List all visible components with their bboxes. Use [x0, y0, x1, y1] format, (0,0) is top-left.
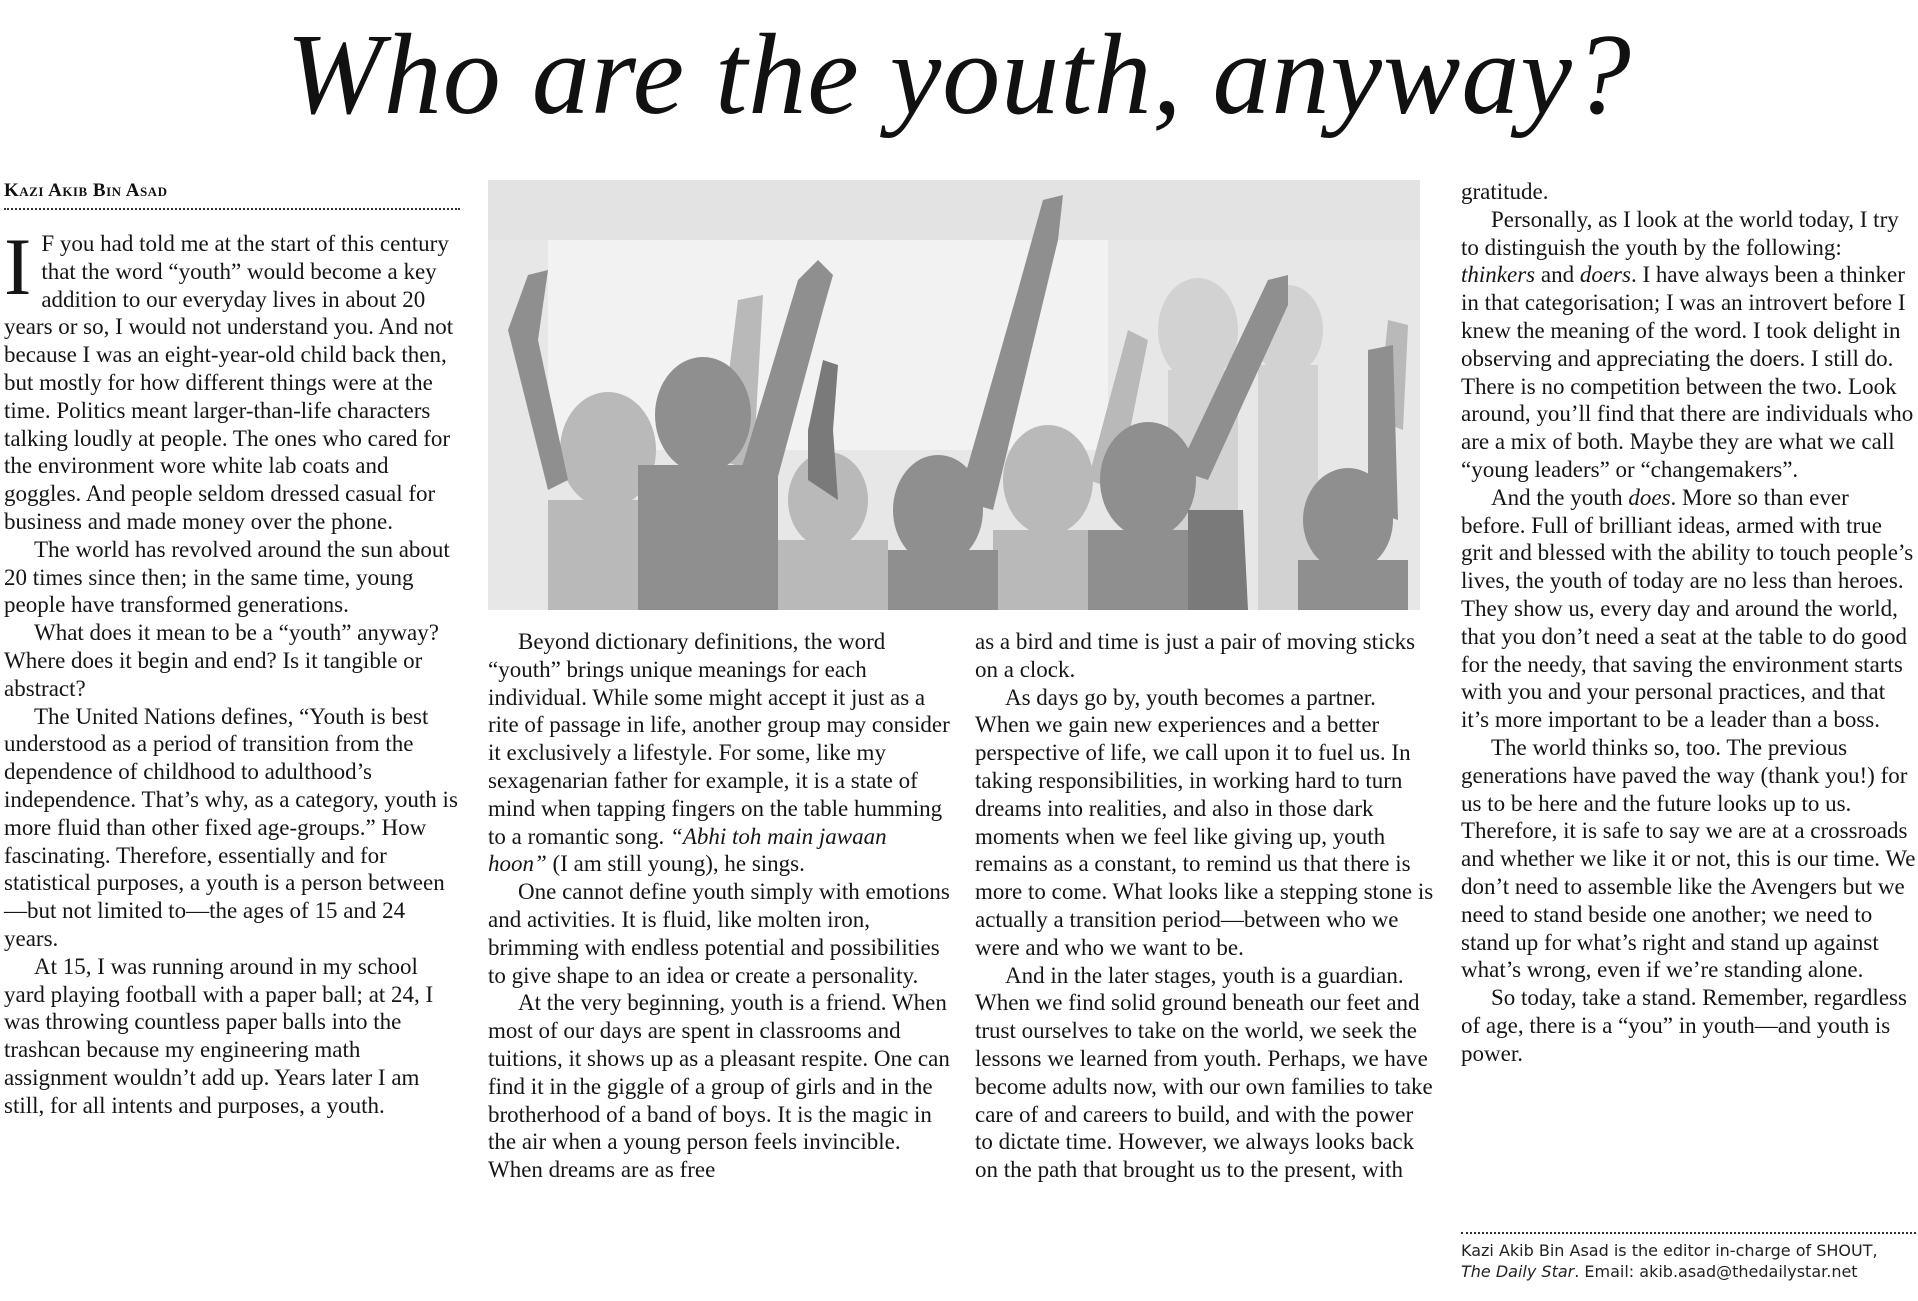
paragraph-text: and — [1535, 262, 1580, 288]
article-column-2 — [488, 628, 950, 1184]
paragraph — [4, 221, 464, 536]
emphasis: doers — [1579, 262, 1631, 288]
author-note — [1461, 1232, 1916, 1282]
paragraph: One cannot define youth simply with emotions and activities. It is fluid, like molten iron, brimming with endless potential and possibilities to give shape to an idea or create a personality. — [488, 879, 950, 988]
paragraph: And in the later stages, youth is a guardian. When we find solid ground beneath our feet and trust ourselves to take on the world, we seek the lessons we learned from youth. Perhaps, we have become adults now, with our own families to take care of and careers to build, and with the power to dictate time. However, we always looks back on the path that brought us to the present, with — [975, 962, 1433, 1183]
paragraph-text: . More so than ever before. Full of brilliant ideas, armed with true grit and blessed with the ability to touch people’s lives, the youth of today are no less than heroes. They show us, every day and around the world, that you don’t need a seat at the table to do good for the needy, that saving the environment starts with you and your personal practices, and that it’s more important to be a leader than a boss. — [1461, 484, 1914, 733]
emphasis: does — [1628, 484, 1671, 510]
paragraph: So today, take a stand. Remember, regardless of age, there is a “you” in youth—and youth is power. — [1461, 985, 1907, 1066]
paragraph: The United Nations defines, “Youth is best understood as a period of transition from the dependence of childhood to adulthood’s independence. That’s why, as a category, youth is more fluid than other fixed age-groups.” How fascinating. Therefore, essentially and for statistical purposes, a youth is a person between—but not limited to—the ages of 15 and 24 years. — [4, 703, 458, 951]
paragraph: At the very beginning, youth is a friend. When most of our days are spent in classrooms and tuitions, it shows up as a pleasant respite. One can find it in the giggle of a group of girls and in the brotherhood of a band of boys. It is the magic in the air when a young person feels invincible. When dreams are as free — [488, 990, 950, 1183]
paragraph — [488, 628, 950, 878]
paragraph-text: (I am still young), he sings. — [546, 851, 805, 877]
author-note-text: Kazi Akib Bin Asad is the editor in-charge of SHOUT, — [1461, 1241, 1878, 1260]
paragraph: as a bird and time is just a pair of moving sticks on a clock. — [975, 629, 1416, 682]
author-email: . Email: akib.asad@thedailystar.net — [1574, 1262, 1858, 1281]
paragraph: The world has revolved around the sun about 20 times since then; in the same time, young people have transformed generations. — [4, 536, 450, 618]
paragraph — [1461, 484, 1916, 734]
article-column-4 — [1461, 178, 1916, 1068]
paragraph-text: F you had told me at the start of this century that the word “youth” would become a key addition to our everyday lives in about 20 years or so, I would not understand you. And not because I was an eight-year-old child back then, but mostly for how different things were at the time. Politics meant larger-than-life characters talking loudly at people. The ones who cared for the environment wore white lab coats and goggles. And people seldom dressed casual for business and made money over the phone. — [4, 231, 454, 534]
paragraph-text: . I have always been a thinker in that categorisation; I was an introvert before I knew the meaning of the word. I took delight in observing and appreciating the doers. I still do. There is no competition between the two. Look around, you’ll find that there are individuals who are a mix of both. Maybe they are what we call “young leaders” or “changemakers”. — [1461, 262, 1914, 482]
paragraph: gratitude. — [1461, 179, 1549, 204]
emphasis: thinkers — [1461, 262, 1536, 288]
paragraph-text: Beyond dictionary definitions, the word “youth” brings unique meanings for each individual. While some might accept it just as a rite of passage in life, another group may consider it exclusively a lifestyle. For some, like my sexagenarian father for example, it is a state of mind when tapping fingers on the table humming to a romantic song. — [488, 629, 950, 849]
song-quote: “Abhi toh main jawaan hoon” — [488, 823, 887, 877]
paragraph-text: Personally, as I look at the world today, I try to distinguish the youth by the following: — [1461, 206, 1899, 260]
paragraph — [1461, 206, 1916, 484]
paragraph-text: And the youth — [1491, 484, 1629, 510]
drop-cap: I — [4, 221, 32, 312]
headline: Who are the youth, anyway? — [286, 11, 1632, 139]
raised-hands-illustration — [488, 180, 1420, 610]
newspaper-name: The Daily Star — [1461, 1262, 1575, 1281]
paragraph: The world thinks so, too. The previous generations have paved the way (thank you!) for us to be here and the future looks up to us. Therefore, it is safe to say we are at a crossroads and whether we like it or not, this is our time. We don’t need to assemble like the Avengers but we need to stand beside one another; we need to stand up for what’s right and stand up against what’s wrong, even if we’re standing alone. — [1461, 734, 1916, 983]
paragraph: At 15, I was running around in my school yard playing football with a paper ball; at 24, I was throwing countless paper balls into the trashcan because my engineering math assignment wouldn’t add up. Years later I am still, for all intents and purposes, a youth. — [4, 953, 434, 1118]
byline: Kazi Akib Bin Asad — [4, 180, 460, 210]
article-column-1 — [4, 221, 464, 1120]
paragraph: What does it mean to be a “youth” anyway? Where does it begin and end? Is it tangible or abstract? — [4, 620, 439, 701]
paragraph: As days go by, youth becomes a partner. When we gain new experiences and a better perspective of life, we call upon it to fuel us. In taking responsibilities, in working hard to turn dreams into realities, and also in those dark moments when we feel like giving up, youth remains as a constant, to remind us that there is more to come. What looks like a stepping stone is actually a transition period—between who we were and who we want to be. — [975, 684, 1434, 960]
article-column-3 — [975, 628, 1435, 1184]
raised-hands-photo — [488, 180, 1420, 610]
